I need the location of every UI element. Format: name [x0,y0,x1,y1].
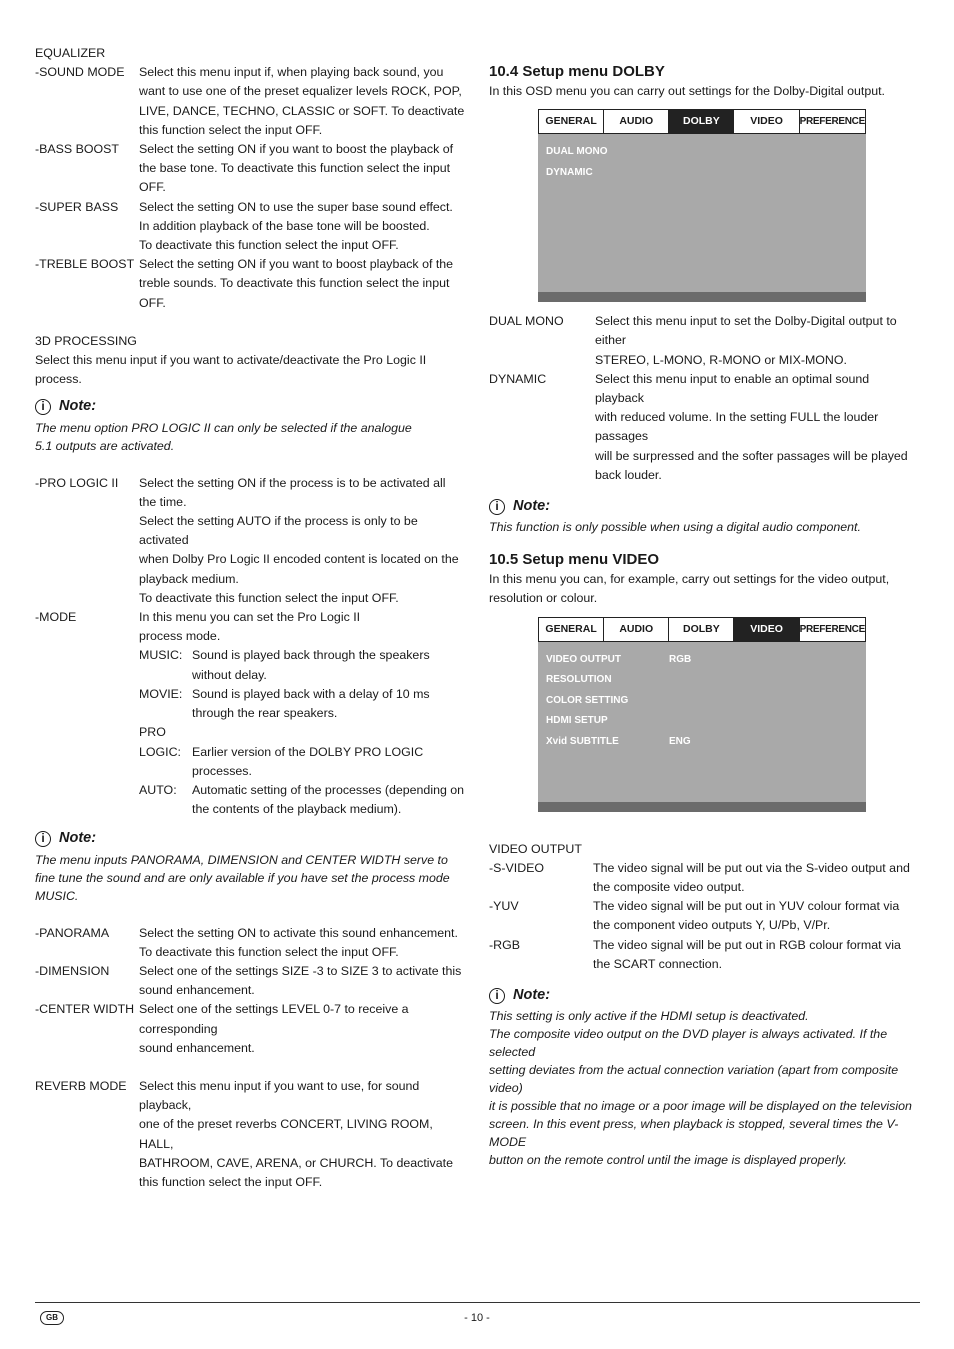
text-line: sound enhancement. [139,983,255,998]
tab-preference[interactable]: PREFERENCE [799,116,865,128]
osd-item-label: COLOR SETTING [546,694,629,706]
osd-menu-item[interactable] [546,732,858,753]
text-line: Select the setting ON to use the super base sound effect. [139,199,453,214]
info-icon [489,988,505,1004]
text-line: Select this menu input to set the Dolby-Digital output to either [595,314,897,348]
note-heading [489,497,921,516]
text-line: screen. In this event press, when playback is stopped, several times the V-MODE [489,1117,899,1150]
osd-footer [538,292,866,302]
text-line: it is possible that no image or a poor image will be displayed on the television [489,1099,912,1114]
term: -S-VIDEO [489,860,545,875]
desc [595,312,921,370]
osd-item-label: Xvid SUBTITLE [546,735,619,747]
text-line: STEREO, L-MONO, R-MONO or MIX-MONO. [595,352,847,367]
term: DUAL MONO [489,314,564,329]
def-dynamic [489,370,921,485]
desc [139,198,467,256]
country-badge: GB [40,1311,64,1325]
term: DYNAMIC [489,371,547,386]
mode-items [139,646,467,819]
text-line: Select the setting AUTO if the process is only to be activated [139,514,418,548]
def-panorama [35,924,467,962]
desc [139,474,467,608]
def-reverb [35,1077,467,1192]
note-body [35,419,467,455]
term: -SOUND MODE [35,65,125,80]
text-line: Earlier version of the DOLBY PRO LOGIC processes. [192,744,424,778]
text-line: playback medium. [139,571,239,586]
mode-label: LOGIC: [139,744,181,759]
note-title: Note: [59,830,97,847]
desc [595,370,921,485]
text-line: will be surpressed and the softer passages will be played [595,448,908,463]
desc [139,924,467,962]
note-body [489,1007,921,1169]
note-heading [35,829,467,848]
term: -RGB [489,937,520,952]
term: -TREBLE BOOST [35,257,135,272]
text-line: one of the preset reverbs CONCERT, LIVING ROOM, HALL, [139,1117,433,1151]
mode-item [139,743,467,781]
note-heading [35,397,467,416]
text-line: Automatic setting of the processes (depending on [192,782,465,797]
note-title: Note: [59,398,97,415]
term: -BASS BOOST [35,142,119,157]
tab-preference[interactable]: PREFERENCE [799,623,865,635]
text-line: the base tone. To deactivate this function select the input OFF. [139,161,451,195]
text-line: this function select the input OFF. [139,122,323,137]
dolby-osd-menu [538,109,866,302]
mode-label: MUSIC: [139,648,183,663]
video-heading: 10.5 Setup menu VIDEO [489,551,660,569]
osd-item-label: RESOLUTION [546,674,612,686]
note-title: Note: [513,987,551,1004]
def-yuv [489,897,921,935]
mode-item [139,646,467,684]
text-line: The video signal will be put out in YUV colour format via [593,899,900,914]
desc [593,897,921,935]
term: -CENTER WIDTH [35,1002,135,1017]
osd-item-value: ENG [669,735,691,747]
text-line: BATHROOM, CAVE, ARENA, or CHURCH. To deactivate [139,1155,453,1170]
text-line: In this menu you can, for example, carry out settings for the video output, [489,572,890,587]
desc [139,140,467,198]
mode-text [192,646,430,684]
info-icon [35,831,51,847]
note-body [35,851,467,905]
def-svideo [489,859,921,897]
dolby-heading: 10.4 Setup menu DOLBY [489,63,665,80]
processing-title: 3D PROCESSING [35,333,137,348]
def-center-width [35,1000,467,1058]
term: REVERB MODE [35,1078,127,1093]
mode-label: AUTO: [139,782,177,797]
tab-audio[interactable]: AUDIO [604,618,669,641]
footer-rule [35,1302,920,1303]
text-line: Select the setting ON to activate this sound enhancement. [139,925,458,940]
osd-menu-item[interactable] [546,142,858,163]
text-line: Select one of the settings LEVEL 0-7 to receive a corresponding [139,1002,409,1036]
osd-menu-item[interactable] [546,670,858,691]
desc [139,608,467,819]
note-title: Note: [513,498,551,515]
mode-text [192,743,467,781]
text-line: fine tune the sound and are only available if you have set the process mode [35,870,450,885]
text-line: back louder. [595,467,662,482]
osd-body [538,134,866,292]
mode-intro [139,608,467,646]
text-line: process mode. [139,629,221,644]
text-line: resolution or colour. [489,591,598,606]
note-heading [489,986,921,1005]
mode-text [192,781,464,819]
osd-item-label: DYNAMIC [546,166,593,178]
text-line: Select this menu input to enable an optimal sound playback [595,371,870,406]
term: -YUV [489,899,519,914]
right-column [489,62,921,1169]
osd-tabs [538,617,866,642]
desc [139,1000,467,1058]
osd-tabs [538,109,866,134]
def-mode [35,608,467,819]
text-line: LIVE, DANCE, TECHNO, CLASSIC or SOFT. To deactivate [139,103,465,118]
text-line: Select this menu input if you want to use, for sound playback, [139,1078,420,1113]
text-line: The composite video output on the DVD player is always activated. If the selected [489,1027,888,1060]
text-line: without delay. [192,667,267,682]
text-line: The video signal will be put out in RGB colour format via [593,937,901,952]
def-bass-boost [35,140,467,198]
text-line: The menu option PRO LOGIC II can only be selected if the analogue [35,420,412,435]
processing-text: Select this menu input if you want to activate/deactivate the Pro Logic II process. [35,353,427,387]
osd-item-label: HDMI SETUP [546,715,608,727]
text-line: This setting is only active if the HDMI setup is deactivated. [489,1009,809,1024]
text-line: This function is only possible when using a digital audio component. [489,520,861,535]
video-output-title: VIDEO OUTPUT [489,841,582,856]
text-line: want to use one of the preset equalizer levels ROCK, POP, [139,84,462,99]
text-line: the contents of the playback medium). [192,802,402,817]
text-line: Select one of the settings SIZE -3 to SIZE 3 to activate this [139,963,462,978]
desc [593,859,921,897]
term: -DIMENSION [35,963,110,978]
desc [139,63,467,140]
term: -SUPER BASS [35,199,119,214]
def-pro-logic [35,474,467,608]
text-line: 5.1 outputs are activated. [35,438,175,453]
video-osd-menu [538,617,866,812]
dolby-intro: In this OSD menu you can carry out settings for the Dolby-Digital output. [489,84,885,98]
text-line: Select the setting ON if you want to boost the playback of [139,142,454,157]
tab-general[interactable]: GENERAL [539,618,604,641]
text-line: To deactivate this function select the input OFF. [139,238,399,253]
osd-body [538,642,866,802]
mode-label: MOVIE: [139,686,183,701]
text-line: this function select the input OFF. [139,1174,323,1189]
tab-dolby[interactable]: DOLBY [669,618,734,641]
text-line: The menu inputs PANORAMA, DIMENSION and CENTER WIDTH serve to [35,852,448,867]
mode-item [139,781,467,819]
text-line: To deactivate this function select the input OFF. [139,944,399,959]
term: -PANORAMA [35,925,110,940]
def-sound-mode [35,63,467,140]
text-line: Select this menu input if, when playing back sound, you [139,65,444,80]
info-icon [35,399,51,415]
term: -MODE [35,610,77,625]
def-super-bass [35,198,467,256]
mode-label: PRO [139,725,166,740]
text-line: the component video outputs Y, U/Pb, V/Pr. [593,918,831,933]
text-line: the time. [139,494,187,509]
text-line: The video signal will be put out via the S-video output and [593,860,910,875]
def-rgb [489,936,921,974]
tab-audio[interactable]: AUDIO [604,110,669,133]
text-line: Sound is played back with a delay of 10 ms [192,686,430,701]
text-line: through the rear speakers. [192,706,338,721]
text-line: To deactivate this function select the input OFF. [139,590,399,605]
page-number: - 10 - [464,1312,490,1324]
text-line: sound enhancement. [139,1040,255,1055]
text-line: Select the setting ON if you want to boost playback of the [139,257,454,272]
mode-item [139,723,467,742]
text-line: MUSIC. [35,888,79,903]
osd-item-label: DUAL MONO [546,146,608,158]
info-icon [489,499,505,515]
osd-menu-item[interactable] [546,163,858,184]
mode-text [192,685,430,723]
osd-menu-item[interactable] [546,711,858,732]
osd-item-value: RGB [669,653,692,665]
text-line: the SCART connection. [593,956,723,971]
desc [139,962,467,1000]
tab-video[interactable]: VIDEO [734,110,799,133]
mode-item [139,685,467,723]
desc [139,255,467,313]
tab-general[interactable]: GENERAL [539,110,604,133]
desc [139,1077,467,1192]
def-dual-mono [489,312,921,370]
osd-menu-item[interactable] [546,650,858,671]
left-column [35,44,467,1192]
osd-menu-item[interactable] [546,691,858,712]
text-line: button on the remote control until the image is displayed properly. [489,1153,847,1168]
text-line: In this menu you can set the Pro Logic II [139,610,361,625]
desc [593,936,921,974]
note-body [489,518,921,536]
osd-footer [538,802,866,812]
text-line: Select the setting ON if the process is to be activated all [139,475,446,490]
tab-dolby[interactable]: DOLBY [669,110,734,133]
tab-video[interactable]: VIDEO [734,618,799,641]
text-line: setting deviates from the actual connection variation (apart from composite video) [489,1063,899,1096]
def-treble-boost [35,255,467,313]
text-line: In addition playback of the base tone will be boosted. [139,218,430,233]
text-line: when Dolby Pro Logic II encoded content is located on the [139,552,459,567]
text-line: with reduced volume. In the setting FULL the louder passages [595,410,879,444]
text-line: the composite video output. [593,880,745,895]
text-line: treble sounds. To deactivate this function select the input OFF. [139,276,450,310]
text-line: Sound is played back through the speakers [192,648,430,663]
term: -PRO LOGIC II [35,475,119,490]
equalizer-title: EQUALIZER [35,46,106,60]
video-intro [489,570,921,608]
def-dimension [35,962,467,1000]
osd-item-label: VIDEO OUTPUT [546,653,622,665]
